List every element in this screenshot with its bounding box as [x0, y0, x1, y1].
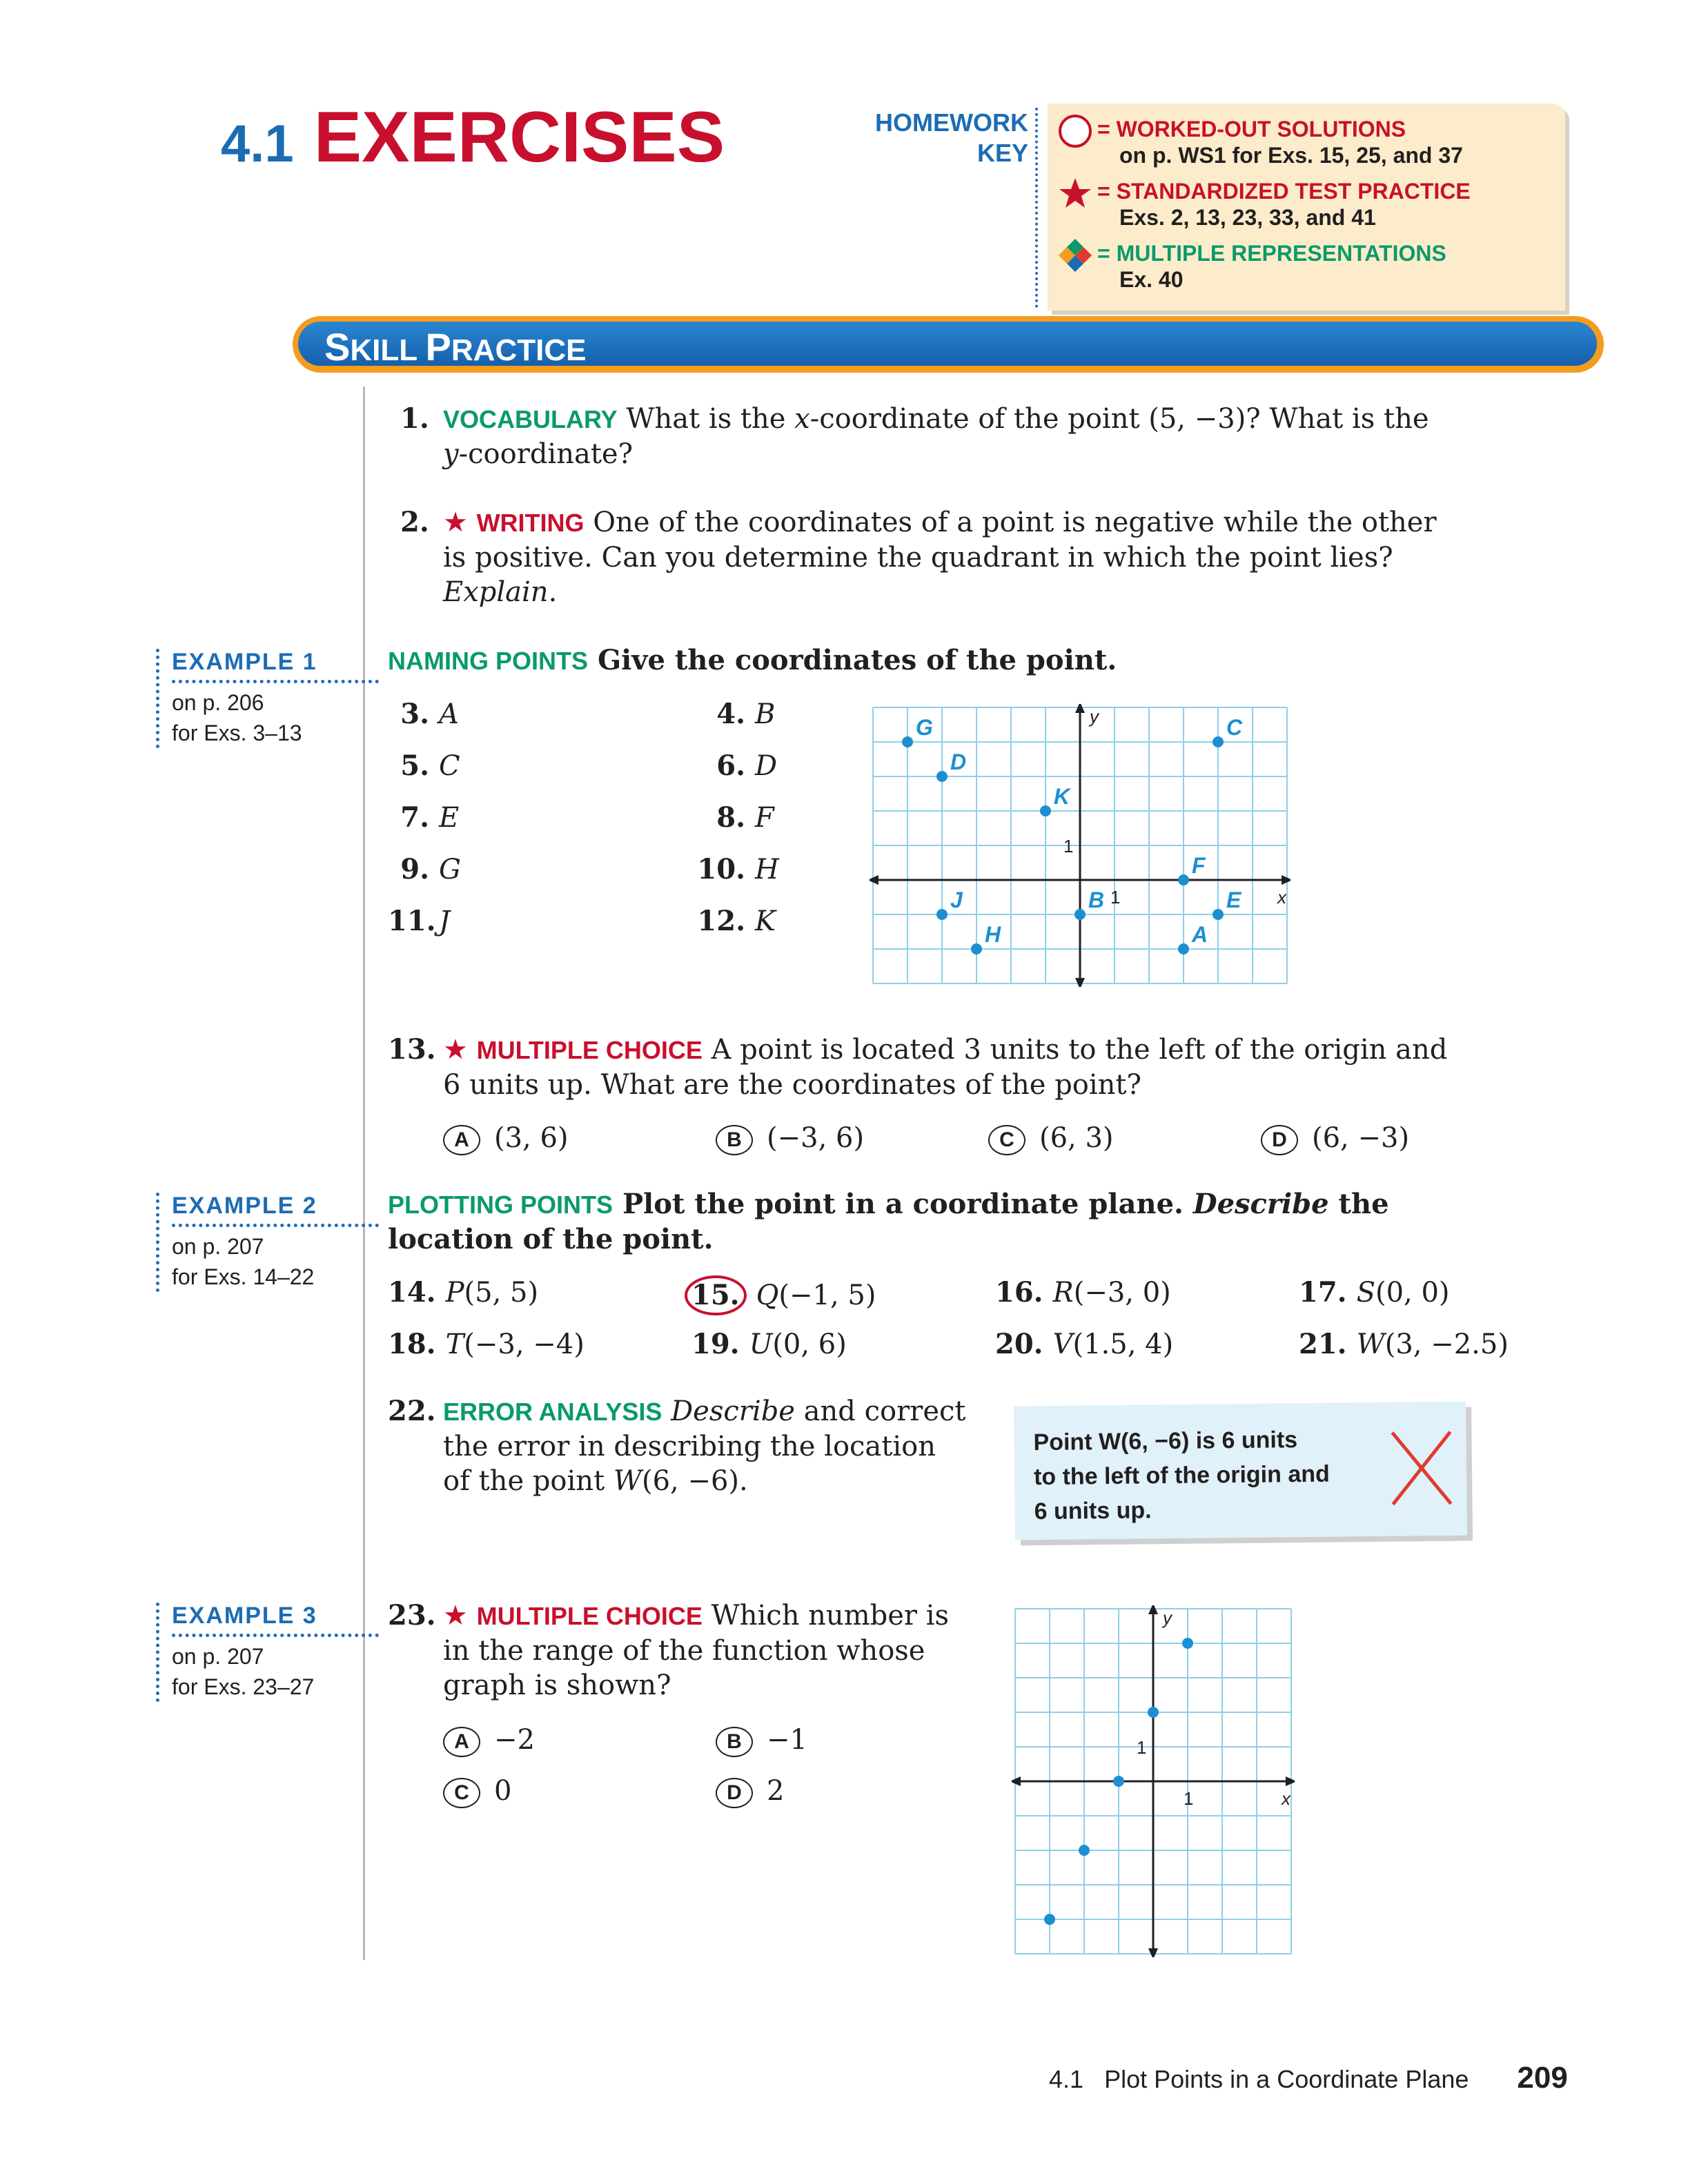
point-label: G [916, 715, 933, 740]
point-label: D [950, 750, 967, 774]
key-detail-text: Ex. 40 [1119, 267, 1184, 292]
example-title: EXAMPLE 1 [172, 649, 379, 683]
footer [1049, 2061, 1568, 2095]
key-label-text: = MULTIPLE REPRESENTATIONS [1097, 241, 1446, 266]
margin-rule [363, 386, 365, 1960]
circle-icon [1057, 113, 1093, 149]
data-point [936, 909, 948, 920]
data-point [1074, 909, 1086, 920]
y-tick-label: 1 [1063, 836, 1074, 856]
key-detail-text: on p. WS1 for Exs. 15, 25, and 37 [1119, 143, 1463, 168]
diamond-icon [1057, 237, 1093, 273]
key-label: KEY [976, 139, 1028, 167]
exercise-number: 13. [388, 1033, 436, 1066]
naming-item: 8. F [716, 801, 774, 834]
data-point [1079, 1845, 1090, 1856]
x-axis-label: x [1282, 1788, 1290, 1809]
point-label: K [1054, 784, 1070, 809]
x-tick-label: 1 [1110, 887, 1121, 908]
point-label: H [985, 922, 1001, 947]
exercise-13: 13. ★ MULTIPLE CHOICE A point is located 3 units to the left of the origin and 6 units up. What are the coordinates of the point? [388, 1033, 1448, 1101]
choice-d[interactable]: D 2 [716, 1774, 784, 1808]
plot-item: 20. V(1.5, 4) [995, 1328, 1174, 1360]
banner-title: SKILL PRACTICE [324, 325, 587, 369]
homework-label: HOMEWORK [875, 108, 1028, 137]
plot-item: 16. R(−3, 0) [995, 1276, 1171, 1309]
plot-item: 14. P(5, 5) [388, 1276, 539, 1309]
data-point [1044, 1914, 1055, 1925]
example-page: on p. 206 [172, 690, 264, 715]
section-tag: PLOTTING POINTS [388, 1191, 613, 1219]
star-icon: ★ [443, 507, 468, 538]
exercise-tag: ERROR ANALYSIS [443, 1398, 662, 1426]
naming-item: 5. C [400, 750, 460, 782]
page-title [221, 97, 725, 186]
data-point [902, 736, 913, 747]
footer-section: 4.1 [1049, 2065, 1084, 2093]
data-point [1178, 943, 1189, 954]
point-label: A [1192, 922, 1208, 947]
note-line: to the left of the origin and [1033, 1460, 1331, 1491]
example-page: on p. 207 [172, 1644, 264, 1669]
star-icon [1057, 175, 1093, 211]
point-label: F [1192, 853, 1206, 878]
point-label: J [950, 888, 963, 912]
exercise-tag: MULTIPLE CHOICE [476, 1036, 703, 1064]
naming-item: 3. A [400, 698, 459, 730]
error-note [1014, 1402, 1467, 1540]
exercise-1: 1. VOCABULARY What is the x-coordinate of the point (5, −3)? What is the y-coordinate? [400, 402, 1429, 470]
x-axis-label: x [1277, 887, 1286, 908]
title-text: EXERCISES [313, 97, 725, 177]
key-label-text: = WORKED-OUT SOLUTIONS [1097, 117, 1406, 141]
error-x-icon [1386, 1427, 1456, 1510]
exercise-number: 22. [388, 1395, 436, 1427]
example-ref[interactable] [156, 1603, 379, 1702]
example-title: EXAMPLE 3 [172, 1603, 379, 1637]
example-page: on p. 207 [172, 1234, 264, 1259]
naming-item: 4. B [716, 698, 776, 730]
note-line: Point W(6, −6) is 6 units [1033, 1427, 1298, 1456]
example-exs: for Exs. 14–22 [172, 1264, 315, 1289]
key-label-text: = STANDARDIZED TEST PRACTICE [1097, 179, 1471, 204]
homework-key-label [814, 108, 1038, 308]
exercise-number: 2. [400, 506, 429, 538]
naming-item: 12. K [697, 905, 776, 937]
example-title: EXAMPLE 2 [172, 1193, 379, 1227]
choices-23 [443, 1723, 926, 1812]
example-exs: for Exs. 23–27 [172, 1674, 315, 1699]
data-point [1178, 874, 1189, 885]
section-tag: NAMING POINTS [388, 647, 589, 675]
naming-points-instructions: NAMING POINTS Give the coordinates of the point. [388, 644, 1117, 676]
y-axis-label: y [1163, 1607, 1172, 1628]
example-ref[interactable] [156, 1193, 379, 1292]
choice-b[interactable]: B −1 [716, 1723, 807, 1757]
exercise-tag: MULTIPLE CHOICE [476, 1602, 703, 1630]
exercise-23: 23. ★ MULTIPLE CHOICE Which number is in the range of the function whose graph is shown? [388, 1599, 950, 1701]
x-tick-label: 1 [1184, 1788, 1194, 1809]
naming-item: 6. D [716, 750, 778, 782]
point-label: B [1088, 888, 1105, 912]
plot-item: 17. S(0, 0) [1299, 1276, 1450, 1309]
note-line: 6 units up. [1034, 1497, 1152, 1525]
page-number: 209 [1517, 2061, 1568, 2095]
choice-c[interactable]: C 0 [443, 1774, 511, 1808]
data-point [1213, 736, 1224, 747]
choice-b[interactable]: B (−3, 6) [716, 1121, 864, 1155]
key-detail-text: Exs. 2, 13, 23, 33, and 41 [1119, 205, 1376, 230]
exercise-tag: VOCABULARY [443, 405, 618, 433]
point-label: C [1226, 715, 1243, 740]
naming-item: 10. H [697, 853, 779, 885]
coordinate-graph-1 [870, 704, 1290, 987]
data-point [1040, 805, 1051, 816]
exercise-22: 22. ERROR ANALYSIS Describe and correct the error in describing the location of the point W(6, −6). [388, 1395, 966, 1497]
example-ref[interactable] [156, 649, 379, 748]
choice-d[interactable]: D (6, −3) [1261, 1121, 1409, 1155]
plotting-points-instructions: PLOTTING POINTS Plot the point in a coordinate plane. Describe the location of the point. [388, 1188, 1389, 1255]
data-point [1182, 1638, 1193, 1649]
plot-item: 18. T(−3, −4) [388, 1328, 585, 1360]
choice-c[interactable]: C (6, 3) [988, 1121, 1114, 1155]
coordinate-graph-2 [1012, 1605, 1295, 1957]
naming-item: 11. J [388, 905, 451, 937]
naming-item: 9. G [400, 853, 461, 885]
choice-a[interactable]: A (3, 6) [443, 1121, 569, 1155]
point-label: E [1226, 888, 1241, 912]
exercise-number: 1. [400, 402, 429, 435]
star-icon: ★ [443, 1034, 468, 1066]
exercise-tag: WRITING [476, 509, 585, 537]
skill-practice-banner [293, 316, 1604, 373]
data-point [1213, 909, 1224, 920]
section-number: 4.1 [221, 115, 294, 173]
y-tick-label: 1 [1137, 1737, 1147, 1758]
data-point [1148, 1707, 1159, 1718]
data-point [936, 771, 948, 782]
data-point [971, 943, 982, 954]
exercise-number: 23. [388, 1599, 436, 1632]
choice-a[interactable]: A −2 [443, 1723, 535, 1757]
plot-item: 19. U(0, 6) [691, 1328, 847, 1360]
plot-item: 15. Q(−1, 5) [691, 1275, 876, 1315]
footer-title: Plot Points in a Coordinate Plane [1104, 2065, 1469, 2093]
homework-key-box [1048, 104, 1565, 311]
data-point [1113, 1776, 1124, 1787]
naming-item: 7. E [400, 801, 460, 834]
example-exs: for Exs. 3–13 [172, 721, 302, 745]
y-axis-label: y [1090, 706, 1099, 727]
exercise-2: 2. ★ WRITING One of the coordinates of a point is negative while the other is positive. Can you determine the quadrant in which the point lies? Explain. [400, 506, 1437, 608]
star-icon: ★ [443, 1600, 468, 1632]
plot-item: 21. W(3, −2.5) [1299, 1328, 1509, 1360]
plotting-items [388, 1275, 1509, 1365]
